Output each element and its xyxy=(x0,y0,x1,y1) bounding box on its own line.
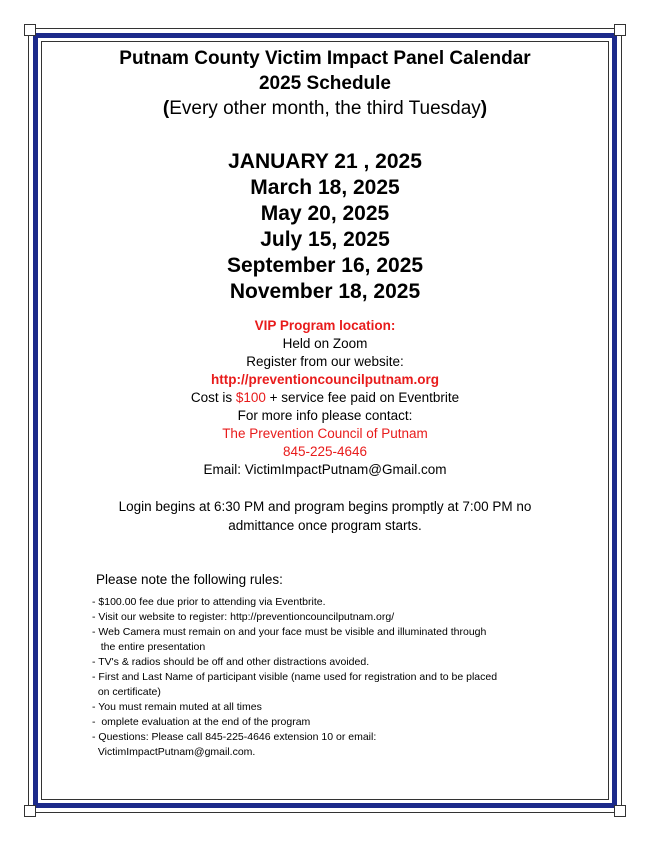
date-item: May 20, 2025 xyxy=(260,202,390,225)
date-list xyxy=(50,149,600,305)
location-label: VIP Program location: xyxy=(254,318,396,333)
cost-line: Cost is $100 + service fee paid on Eventbrite xyxy=(190,390,460,405)
schedule-year: 2025 Schedule xyxy=(258,73,392,94)
rules-list xyxy=(92,595,562,760)
date-item: September 16, 2025 xyxy=(226,254,424,277)
corner-ornament xyxy=(614,805,626,817)
rule-item: - Questions: Please call 845-225-4646 extension 10 or email: xyxy=(92,731,377,743)
rule-item: - Visit our website to register: http://preventioncouncilputnam.org/ xyxy=(92,611,395,623)
contact-text: For more info please contact: xyxy=(237,408,413,423)
rule-item: - First and Last Name of participant visible (name used for registration and to be placed xyxy=(92,671,498,683)
date-item: JANUARY 21 , 2025 xyxy=(228,150,422,173)
rule-item: - Web Camera must remain on and your face must be visible and illuminated through xyxy=(92,626,487,638)
rule-item: - omplete evaluation at the end of the program xyxy=(92,716,311,728)
page-title: Putnam County Victim Impact Panel Calendar xyxy=(119,48,531,69)
corner-ornament xyxy=(24,24,36,36)
rule-item: the entire presentation xyxy=(92,641,206,653)
header xyxy=(50,46,600,121)
login-notice: Login begins at 6:30 PM and program begins promptly at 7:00 PM no admittance once program starts. xyxy=(118,499,532,533)
email-line: Email: VictimImpactPutnam@Gmail.com xyxy=(203,462,447,477)
website-link[interactable]: http://preventioncouncilputnam.org xyxy=(211,372,439,387)
org-name: The Prevention Council of Putnam xyxy=(222,426,428,441)
held-on-text: Held on Zoom xyxy=(282,336,368,351)
rule-item: - $100.00 fee due prior to attending via Eventbrite. xyxy=(92,596,326,608)
date-item: November 18, 2025 xyxy=(229,280,421,303)
corner-ornament xyxy=(614,24,626,36)
program-info xyxy=(50,317,600,479)
rule-item: on certificate) xyxy=(92,686,161,698)
corner-ornament xyxy=(24,805,36,817)
date-item: March 18, 2025 xyxy=(250,176,400,199)
rule-item: - You must remain muted at all times xyxy=(92,701,262,713)
cost-amount: $100 xyxy=(235,390,266,405)
rules-heading: Please note the following rules: xyxy=(96,572,283,587)
phone-number: 845-225-4646 xyxy=(282,444,368,459)
rule-item: VictimImpactPutnam@gmail.com. xyxy=(92,746,256,758)
date-item: July 15, 2025 xyxy=(260,228,390,251)
register-text: Register from our website: xyxy=(246,354,404,369)
flyer-content xyxy=(50,42,600,760)
rule-item: - TV's & radios should be off and other distractions avoided. xyxy=(92,656,370,668)
schedule-frequency: (Every other month, the third Tuesday) xyxy=(162,98,488,119)
